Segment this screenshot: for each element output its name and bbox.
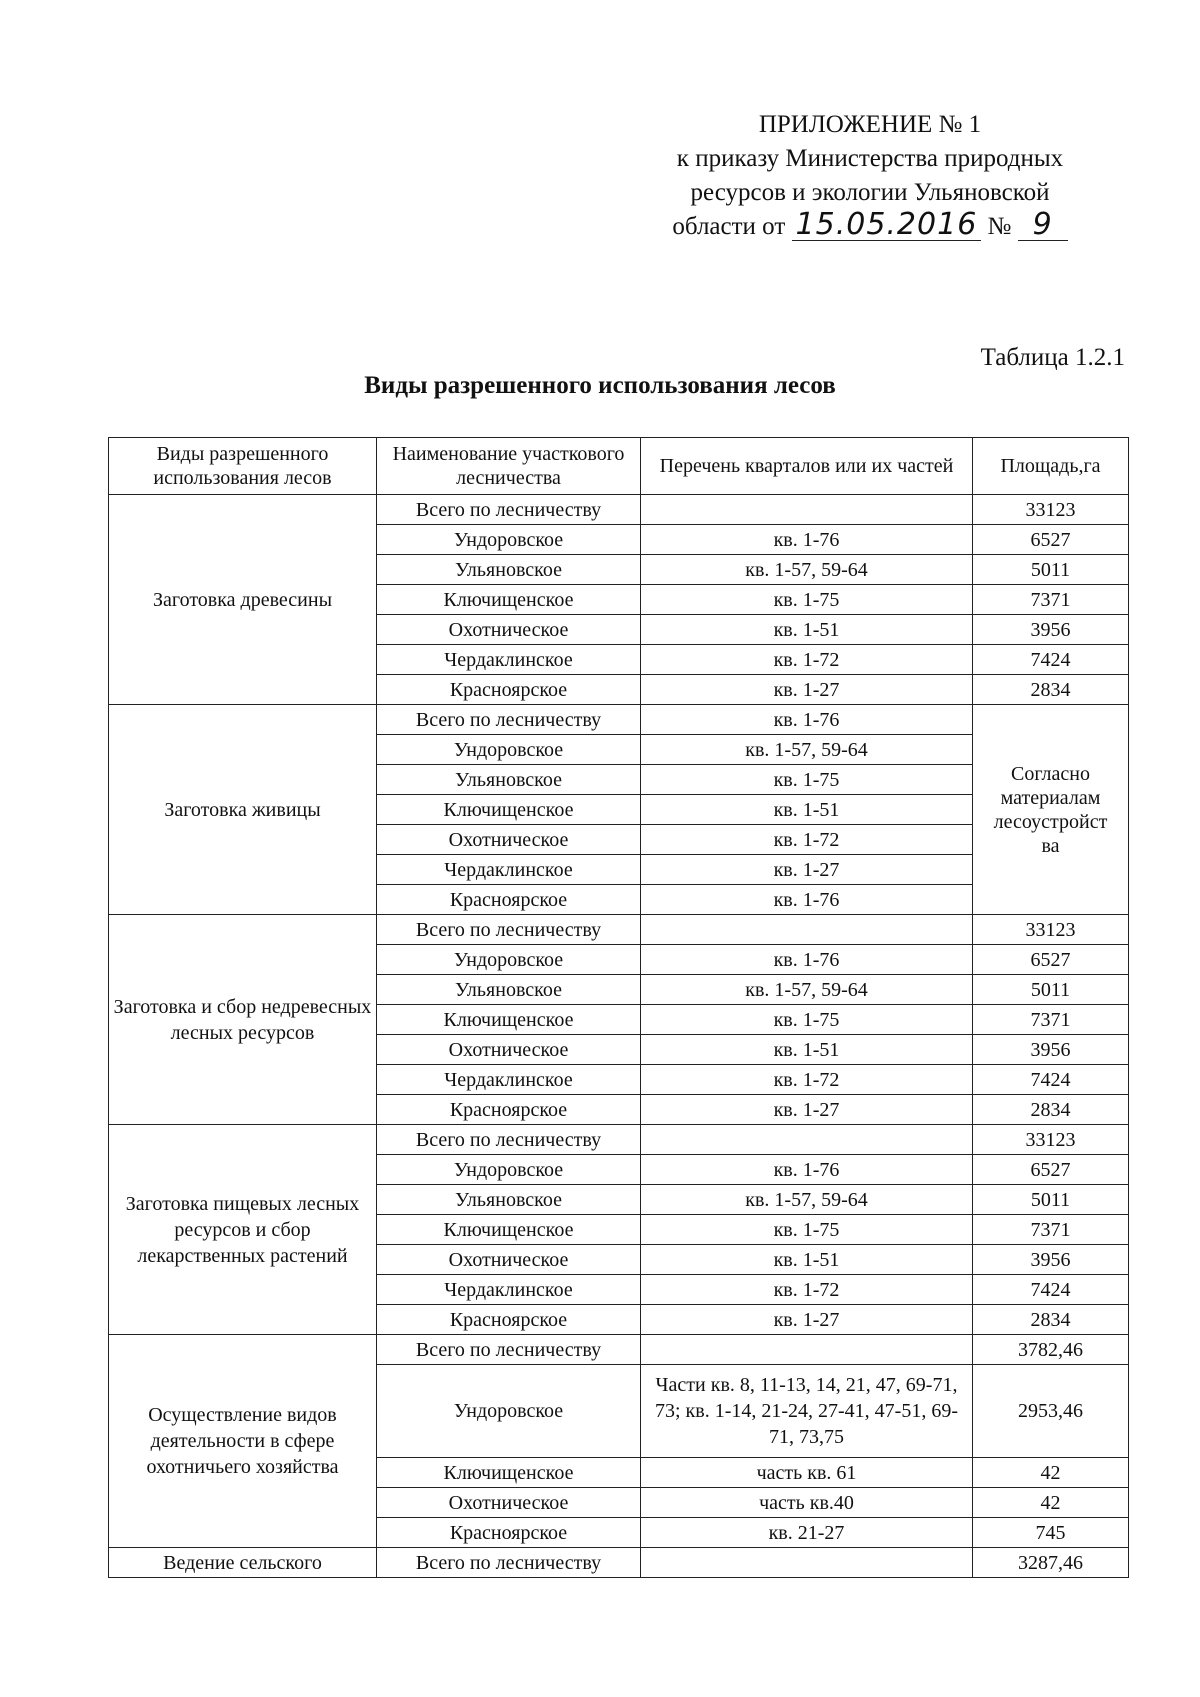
area-note-line: Согласно (1011, 762, 1090, 785)
quarters-cell (641, 1335, 973, 1365)
use-type-cell: Заготовка пищевых лесных ресурсов и сбор лекарственных растений (109, 1125, 377, 1335)
table-row (109, 1548, 1129, 1578)
quarters-cell: кв. 1-72 (641, 825, 973, 855)
district-cell: Всего по лесничеству (377, 915, 641, 945)
column-header-district: Наименование участкового лесничества (377, 438, 641, 495)
area-note-cell (973, 705, 1129, 915)
use-type-cell: Заготовка древесины (109, 495, 377, 705)
area-cell: 3956 (973, 1245, 1129, 1275)
quarters-cell (641, 1125, 973, 1155)
area-cell: 6527 (973, 1155, 1129, 1185)
area-cell: 5011 (973, 975, 1129, 1005)
district-cell: Красноярское (377, 1305, 641, 1335)
quarters-cell: кв. 21-27 (641, 1518, 973, 1548)
use-type-cell: Ведение сельского (109, 1548, 377, 1578)
area-cell: 7371 (973, 1005, 1129, 1035)
table-number: Таблица 1.2.1 (980, 344, 1125, 371)
quarters-cell: кв. 1-27 (641, 675, 973, 705)
table-row (109, 1125, 1129, 1155)
quarters-cell: кв. 1-51 (641, 615, 973, 645)
area-cell: 3956 (973, 1035, 1129, 1065)
area-cell: 2834 (973, 1305, 1129, 1335)
district-cell: Охотническое (377, 1488, 641, 1518)
district-cell: Ульяновское (377, 555, 641, 585)
district-cell: Всего по лесничеству (377, 1548, 641, 1578)
quarters-cell: кв. 1-76 (641, 885, 973, 915)
area-cell: 745 (973, 1518, 1129, 1548)
district-cell: Красноярское (377, 675, 641, 705)
quarters-cell (641, 495, 973, 525)
order-date-prefix: области от (672, 213, 786, 240)
district-cell: Чердаклинское (377, 1065, 641, 1095)
table-row (109, 915, 1129, 945)
area-cell: 5011 (973, 1185, 1129, 1215)
quarters-cell: часть кв. 61 (641, 1458, 973, 1488)
quarters-cell: кв. 1-57, 59-64 (641, 1185, 973, 1215)
district-cell: Ундоровское (377, 525, 641, 555)
quarters-cell: кв. 1-76 (641, 945, 973, 975)
area-note-line: ва (1041, 834, 1060, 857)
district-cell: Ульяновское (377, 975, 641, 1005)
quarters-cell: Части кв. 8, 11-13, 14, 21, 47, 69-71, 73; кв. 1-14, 21-24, 27-41, 47-51, 69-71, 73,75 (641, 1365, 973, 1458)
district-cell: Ключищенское (377, 585, 641, 615)
district-cell: Ключищенское (377, 795, 641, 825)
district-cell: Охотническое (377, 615, 641, 645)
district-cell: Чердаклинское (377, 645, 641, 675)
table-title: Виды разрешенного использования лесов (364, 372, 836, 399)
area-cell: 2834 (973, 1095, 1129, 1125)
quarters-cell: кв. 1-75 (641, 1005, 973, 1035)
table-body (109, 495, 1129, 1578)
quarters-cell: кв. 1-72 (641, 1275, 973, 1305)
column-header-area: Площадь,га (973, 438, 1129, 495)
district-cell: Всего по лесничеству (377, 495, 641, 525)
district-cell: Красноярское (377, 885, 641, 915)
order-line-1: к приказу Министерства природных (676, 145, 1064, 172)
appendix-header (620, 108, 1120, 244)
district-cell: Ключищенское (377, 1458, 641, 1488)
quarters-cell: кв. 1-27 (641, 1095, 973, 1125)
quarters-cell (641, 915, 973, 945)
column-header-quarters: Перечень кварталов или их частей (641, 438, 973, 495)
order-number-label: № (987, 213, 1012, 240)
district-cell: Ундоровское (377, 735, 641, 765)
area-note-line: материалам (1000, 786, 1101, 809)
district-cell: Всего по лесничеству (377, 1125, 641, 1155)
area-cell: 3287,46 (973, 1548, 1129, 1578)
area-cell: 7424 (973, 1275, 1129, 1305)
district-cell: Охотническое (377, 1245, 641, 1275)
area-cell: 7424 (973, 1065, 1129, 1095)
district-cell: Красноярское (377, 1518, 641, 1548)
area-cell: 2953,46 (973, 1365, 1129, 1458)
appendix-title: ПРИЛОЖЕНИЕ № 1 (758, 111, 982, 138)
area-note-line: лесоустройст (993, 810, 1108, 833)
district-cell: Ульяновское (377, 1185, 641, 1215)
table-row (109, 705, 1129, 735)
area-cell: 6527 (973, 525, 1129, 555)
district-cell: Ундоровское (377, 1365, 641, 1458)
order-line-3 (620, 207, 1120, 244)
table-row (109, 1335, 1129, 1365)
area-cell: 2834 (973, 675, 1129, 705)
area-cell: 6527 (973, 945, 1129, 975)
order-line-2: ресурсов и экологии Ульяновской (690, 179, 1050, 206)
quarters-cell: кв. 1-51 (641, 1035, 973, 1065)
use-type-cell: Осуществление видов деятельности в сфере охотничьего хозяйства (109, 1335, 377, 1548)
quarters-cell: кв. 1-27 (641, 1305, 973, 1335)
area-cell: 5011 (973, 555, 1129, 585)
handwritten-date: 15.05.2016 (792, 210, 982, 241)
quarters-cell: кв. 1-51 (641, 795, 973, 825)
area-cell: 42 (973, 1458, 1129, 1488)
district-cell: Ключищенское (377, 1215, 641, 1245)
quarters-cell: кв. 1-72 (641, 1065, 973, 1095)
district-cell: Ульяновское (377, 765, 641, 795)
quarters-cell: кв. 1-72 (641, 645, 973, 675)
use-type-cell: Заготовка живицы (109, 705, 377, 915)
handwritten-order-number: 9 (1018, 210, 1068, 241)
table-header-row (109, 438, 1129, 495)
area-cell: 3956 (973, 615, 1129, 645)
area-cell: 33123 (973, 915, 1129, 945)
district-cell: Всего по лесничеству (377, 1335, 641, 1365)
district-cell: Ундоровское (377, 945, 641, 975)
area-cell: 7424 (973, 645, 1129, 675)
district-cell: Ундоровское (377, 1155, 641, 1185)
district-cell: Красноярское (377, 1095, 641, 1125)
district-cell: Всего по лесничеству (377, 705, 641, 735)
area-cell: 7371 (973, 1215, 1129, 1245)
area-cell: 33123 (973, 1125, 1129, 1155)
area-cell: 7371 (973, 585, 1129, 615)
quarters-cell: кв. 1-76 (641, 525, 973, 555)
quarters-cell (641, 1548, 973, 1578)
quarters-cell: кв. 1-75 (641, 765, 973, 795)
quarters-cell: кв. 1-75 (641, 1215, 973, 1245)
quarters-cell: кв. 1-27 (641, 855, 973, 885)
area-cell: 42 (973, 1488, 1129, 1518)
quarters-cell: кв. 1-57, 59-64 (641, 555, 973, 585)
area-cell: 33123 (973, 495, 1129, 525)
district-cell: Чердаклинское (377, 1275, 641, 1305)
district-cell: Чердаклинское (377, 855, 641, 885)
table-row (109, 495, 1129, 525)
quarters-cell: часть кв.40 (641, 1488, 973, 1518)
quarters-cell: кв. 1-51 (641, 1245, 973, 1275)
quarters-cell: кв. 1-76 (641, 1155, 973, 1185)
district-cell: Ключищенское (377, 1005, 641, 1035)
column-header-use-type: Виды разрешенного использования лесов (109, 438, 377, 495)
quarters-cell: кв. 1-57, 59-64 (641, 975, 973, 1005)
district-cell: Охотническое (377, 825, 641, 855)
quarters-cell: кв. 1-57, 59-64 (641, 735, 973, 765)
quarters-cell: кв. 1-75 (641, 585, 973, 615)
forest-use-table (108, 437, 1129, 1578)
quarters-cell: кв. 1-76 (641, 705, 973, 735)
district-cell: Охотническое (377, 1035, 641, 1065)
use-type-cell: Заготовка и сбор недревесных лесных ресурсов (109, 915, 377, 1125)
area-cell: 3782,46 (973, 1335, 1129, 1365)
